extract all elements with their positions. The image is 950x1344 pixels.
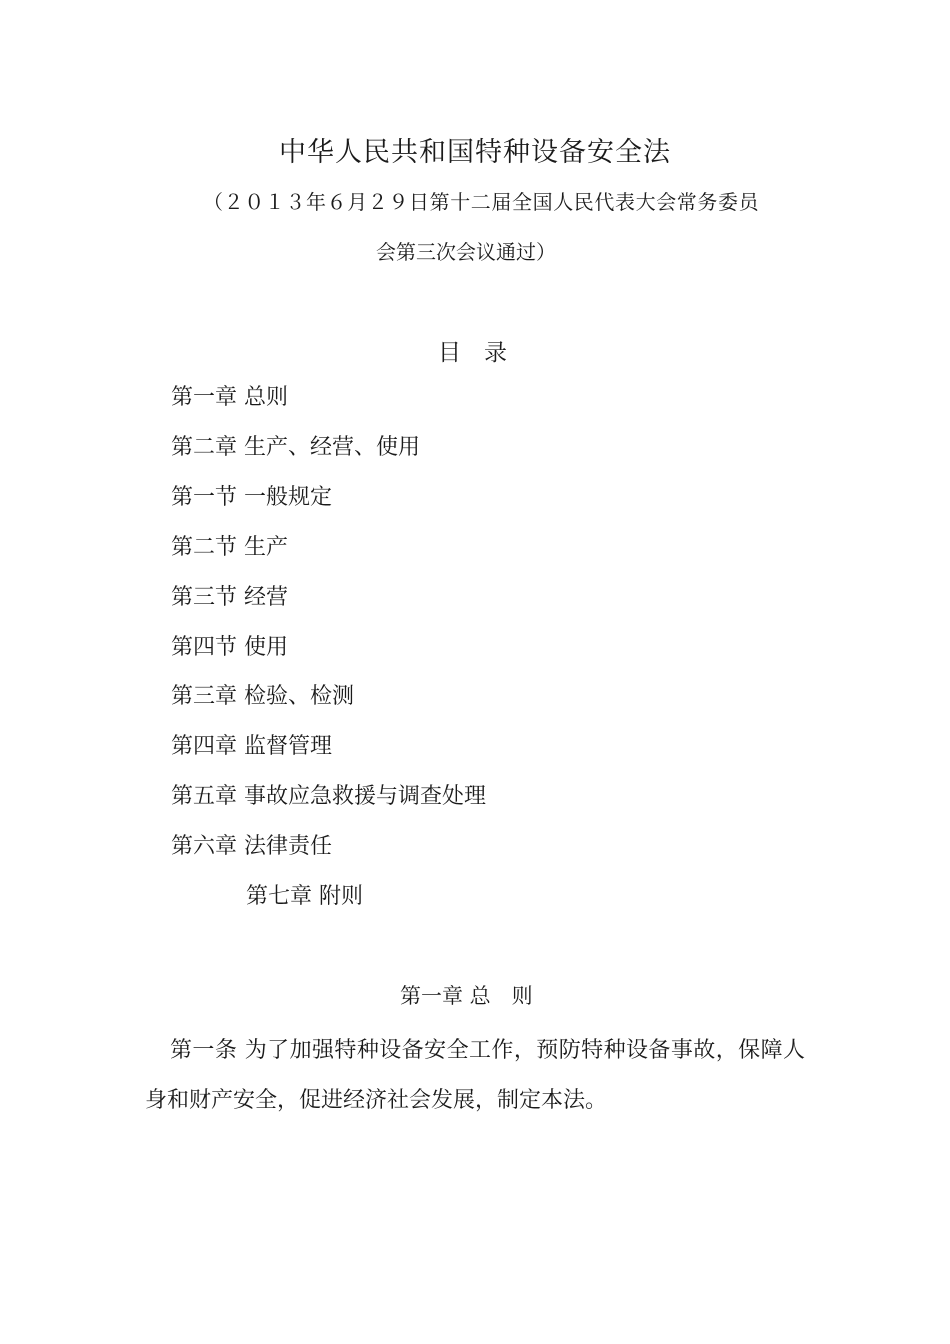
- toc-item: 第四节 使用: [171, 635, 288, 660]
- toc-item: 第三章 检验、检测: [171, 684, 354, 709]
- article-paragraph: 第一条 为了加强特种设备安全工作，预防特种设备事故，保障人身和财产安全，促进经济社会发展，制定本法。: [145, 1038, 805, 1113]
- toc-item: 第二章 生产、经营、使用: [171, 435, 420, 460]
- document-title: 中华人民共和国特种设备安全法: [279, 137, 671, 168]
- toc-item: 第四章 监督管理: [171, 734, 332, 759]
- toc-item: 第六章 法律责任: [171, 834, 332, 859]
- document-subtitle-line-1: （２０１３年６月２９日第十二届全国人民代表大会常务委员: [203, 190, 760, 214]
- toc-item: 第三节 经营: [171, 585, 288, 610]
- toc-item: 第一节 一般规定: [171, 485, 332, 510]
- document-subtitle-line-2: 会第三次会议通过）: [376, 240, 556, 264]
- toc-item: 第一章 总则: [171, 385, 288, 410]
- toc-heading: 目 录: [438, 340, 507, 366]
- toc-item: 第五章 事故应急救援与调查处理: [171, 784, 486, 809]
- toc-item: 第七章 附则: [246, 884, 363, 909]
- chapter-heading: 第一章 总 则: [400, 984, 533, 1008]
- toc-item: 第二节 生产: [171, 535, 288, 560]
